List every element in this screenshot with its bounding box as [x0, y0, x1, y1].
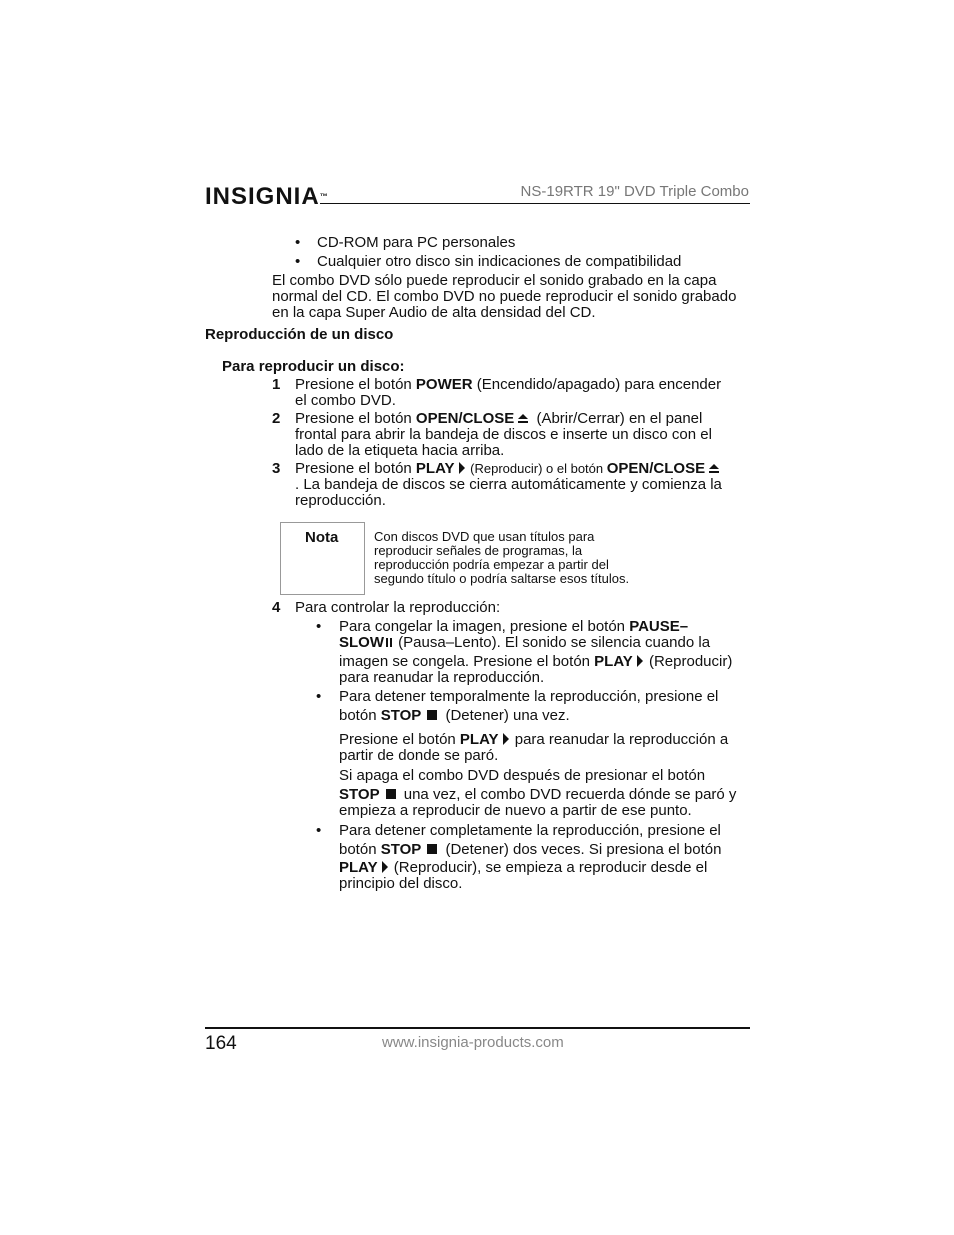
stop-icon	[386, 789, 396, 799]
note-line: segundo título o podría saltarse esos títulos.	[374, 571, 630, 586]
open-close-button-label: OPEN/CLOSE	[606, 460, 706, 477]
list-item-text: imagen se congela. Presione el botón	[339, 653, 595, 670]
trademark-symbol: ™	[319, 192, 328, 201]
play-icon	[637, 655, 643, 667]
stop-icon	[427, 710, 437, 720]
paragraph-line: normal del CD. El combo DVD no puede reproducir el sonido grabado	[272, 288, 737, 305]
list-item-text: botón	[339, 841, 381, 858]
list-item-text: CD-ROM para PC personales	[317, 234, 516, 251]
list-item-text: Para detener temporalmente la reproducción, presione el	[339, 688, 719, 705]
step-text: . La bandeja de discos se cierra automáticamente y comienza la	[295, 476, 722, 493]
list-item-text: una vez, el combo DVD recuerda dónde se paró y	[399, 786, 737, 803]
stop-button-label: STOP	[380, 841, 422, 858]
play-icon	[459, 462, 465, 474]
bullet-symbol: •	[316, 618, 322, 635]
step-number: 1	[272, 376, 281, 393]
list-item-text: (Detener) una vez.	[441, 707, 570, 724]
list-item-text: para reanudar la reproducción a	[510, 731, 729, 748]
paragraph-line: en la capa Super Audio de alta densidad del CD.	[272, 304, 596, 321]
open-close-button-label: OPEN/CLOSE	[415, 410, 515, 427]
list-item-text: Cualquier otro disco sin indicaciones de compatibilidad	[317, 253, 682, 270]
play-button-label: PLAY	[339, 859, 378, 876]
pause-slow-button-label: SLOW	[339, 634, 384, 651]
page-number: 164	[205, 1033, 237, 1054]
step-text: el combo DVD.	[295, 392, 396, 409]
list-item-text: (Reproducir), se empieza a reproducir desde el	[389, 859, 708, 876]
header-title: NS-19RTR 19" DVD Triple Combo	[520, 183, 749, 200]
eject-icon	[709, 464, 719, 474]
step-number: 2	[272, 410, 281, 427]
note-label: Nota	[305, 529, 339, 546]
step-text: frontal para abrir la bandeja de discos e inserte un disco con el	[295, 426, 712, 443]
stop-button-label: STOP	[339, 786, 380, 803]
brand-logo	[205, 184, 328, 210]
step-number: 3	[272, 460, 281, 477]
step-text: (Reproducir) o el botón	[466, 461, 607, 476]
list-item-text: (Reproducir)	[644, 653, 733, 670]
bullet-symbol: •	[295, 253, 301, 270]
list-item-text: partir de donde se paró.	[339, 747, 499, 764]
footer-rule	[205, 1027, 750, 1029]
bullet-symbol: •	[295, 234, 301, 251]
section-heading: Reproducción de un disco	[205, 326, 394, 343]
play-button-label: PLAY	[594, 653, 633, 670]
bullet-symbol: •	[316, 822, 322, 839]
step-number: 4	[272, 599, 281, 616]
pause-slow-button-label: PAUSE–	[629, 618, 689, 635]
pause-icon	[386, 638, 392, 647]
play-button-label: PLAY	[459, 731, 499, 748]
stop-button-label: STOP	[380, 707, 422, 724]
note-line: Con discos DVD que usan títulos para	[374, 529, 595, 544]
list-item-text: empieza a reproducir de nuevo a partir de ese punto.	[339, 802, 692, 819]
list-item-text: Para congelar la imagen, presione el botón	[339, 618, 630, 635]
list-item-text: Para detener completamente la reproducción, presione el	[339, 822, 721, 839]
note-line: reproducir señales de programas, la	[374, 543, 583, 558]
step-text: lado de la etiqueta hacia arriba.	[295, 442, 505, 459]
step-text: (Abrir/Cerrar) en el panel	[532, 410, 703, 427]
list-item-text: botón	[339, 707, 381, 724]
paragraph-line: El combo DVD sólo puede reproducir el sonido grabado en la capa	[272, 272, 717, 289]
step-text: Para controlar la reproducción:	[295, 599, 501, 616]
note-text	[374, 530, 629, 586]
list-item-text: (Pausa–Lento). El sonido se silencia cuando la	[394, 634, 711, 651]
brand-logo-text: INSIGNIA	[205, 183, 320, 210]
list-item-text: Si apaga el combo DVD después de presionar el botón	[339, 767, 706, 784]
bullet-symbol: •	[316, 688, 322, 705]
step-text: Presione el botón	[295, 376, 416, 393]
play-button-label: PLAY	[415, 460, 455, 477]
step-text: reproducción.	[295, 492, 386, 509]
list-item-text: (Detener) dos veces. Si presiona el botón	[441, 841, 722, 858]
step-text: Presione el botón	[295, 460, 416, 477]
eject-icon	[518, 414, 528, 424]
intro-paragraph	[272, 273, 736, 321]
step-text: (Encendido/apagado) para encender	[472, 376, 722, 393]
power-button-label: POWER	[415, 376, 473, 393]
list-item-text: para reanudar la reproducción.	[339, 669, 545, 686]
header-rule	[320, 203, 750, 204]
play-icon	[503, 733, 509, 745]
step-text: Presione el botón	[295, 410, 416, 427]
note-line: reproducción podría empezar a partir del	[374, 557, 609, 572]
footer-url[interactable]: www.insignia-products.com	[382, 1034, 564, 1051]
list-item-text: principio del disco.	[339, 875, 463, 892]
stop-icon	[427, 844, 437, 854]
play-icon	[382, 861, 388, 873]
sub-heading: Para reproducir un disco:	[222, 358, 405, 375]
list-item-text: Presione el botón	[339, 731, 460, 748]
